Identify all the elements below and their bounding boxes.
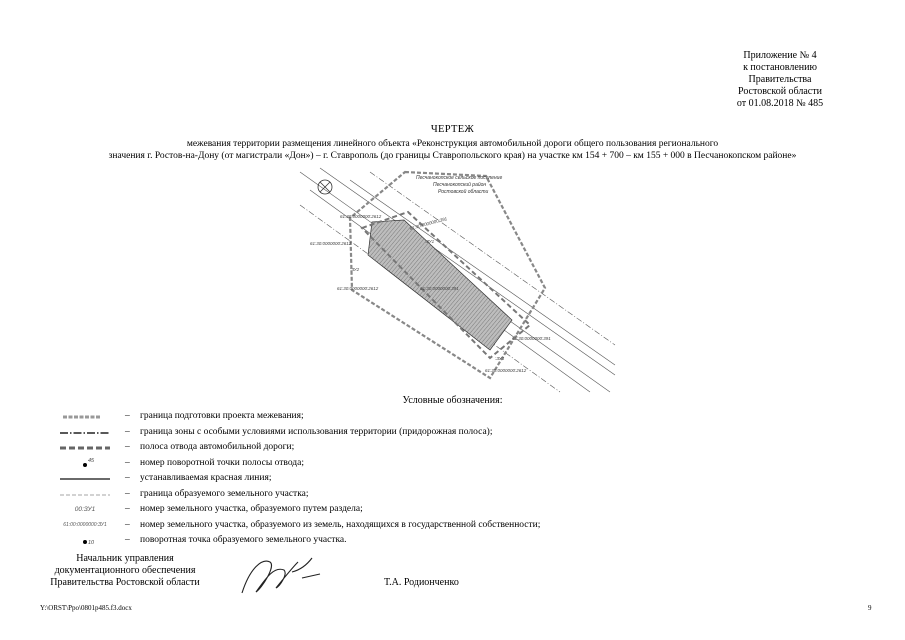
parcel-label: :ЗУ3 (495, 356, 505, 361)
parcel-label: 61:30:0000000:391 (420, 286, 459, 291)
north-arrow-icon (318, 180, 332, 194)
gray-dashed-thick-icon (55, 409, 115, 425)
position-line: Правительства Ростовской области (50, 577, 200, 588)
legend-symbol-label: 61:00:0000000:ЗУ1 (63, 521, 107, 528)
parcel-label: :ЗУ2 (350, 267, 360, 272)
page-number: 9 (868, 604, 872, 612)
parcel-hatched-area (368, 220, 512, 350)
legend-dash: – (125, 535, 130, 545)
legend-dash: – (125, 519, 130, 530)
text-label-icon (55, 502, 115, 518)
legend-text: номер поворотной точки полосы отвода; (140, 457, 304, 468)
legend (55, 409, 675, 549)
subtitle-line-1: межевания территории размещения линейного объекта «Реконструкция автомобильной дороги общего пользования регионального (186, 139, 719, 149)
legend-dash: – (125, 426, 130, 437)
document-subtitle (40, 138, 865, 162)
parcel-label: :ЗУ1 (425, 239, 435, 244)
legend-row (55, 425, 675, 441)
legend-row (55, 518, 675, 534)
legend-text: номер земельного участка, образуемого из земель, находящихся в государственной собственности; (140, 519, 541, 530)
legend-row (55, 487, 675, 503)
survey-drawing (290, 160, 620, 400)
legend-text: граница зоны с особыми условиями использования территории (придорожная полоса); (140, 426, 493, 437)
legend-text: граница подготовки проекта межевания; (140, 411, 304, 421)
legend-text: полоса отвода автомобильной дороги; (140, 442, 295, 452)
parcel-label: 61:30:0000000:391 (512, 336, 551, 341)
dot-with-number-icon (55, 533, 115, 549)
legend-dash: – (125, 504, 130, 514)
signer-position (40, 553, 210, 589)
legend-row (55, 456, 675, 472)
position-line: Начальник управления (76, 553, 174, 564)
legend-row (55, 440, 675, 456)
document-title: ЧЕРТЕЖ (430, 124, 475, 135)
parcel-label: 61:30:0000000:2612 (340, 214, 382, 219)
dot-with-number-icon (55, 456, 115, 472)
legend-symbol-label: 00:ЗУ1 (74, 506, 96, 513)
boundary-text-1: Песчанокопское сельское поселение (416, 175, 503, 181)
legend-row (55, 502, 675, 518)
footer-file-path: Y:\ORST\Ppo\0801p485.f3.docx (40, 604, 132, 612)
parcel-label: 61:30:0000000:2612 (337, 286, 379, 291)
handwritten-signature (232, 548, 332, 600)
legend-row (55, 533, 675, 549)
legend-symbol-label: 45 (88, 457, 95, 464)
subtitle-line-2: значения г. Ростов-на-Дону (от магистрали «Дон») – г. Ставрополь (до границы Ставропольского края) на участке км 154 + 700 – км 155 + 000 в Песчанокопском районе» (108, 151, 797, 161)
legend-dash: – (125, 488, 130, 499)
legend-dash: – (125, 411, 130, 421)
appendix-line: к постановлению (743, 62, 817, 73)
legend-row (55, 409, 675, 425)
solid-line-icon (55, 471, 115, 487)
appendix-header (700, 50, 860, 110)
boundary-text-2: Песчанокопский район (433, 182, 487, 188)
appendix-line: Ростовской области (738, 86, 822, 97)
position-line: документационного обеспечения (54, 565, 196, 576)
text-label-icon (55, 518, 115, 534)
dash-dot-line-icon (55, 425, 115, 441)
boundary-text-3: Ростовской области (438, 189, 489, 195)
legend-title: Условные обозначения: (402, 395, 503, 406)
legend-symbol-label: 10 (88, 540, 95, 546)
signer-name: Т.А. Родионченко (384, 577, 459, 588)
legend-text: устанавливаемая красная линия; (140, 473, 272, 483)
dashed-gray-bold-icon (55, 440, 115, 456)
legend-dash: – (125, 473, 130, 483)
parcel-label: 61:30:0000000:2612 (310, 241, 352, 246)
legend-text: номер земельного участка, образуемого путем раздела; (140, 504, 363, 514)
appendix-line: Правительства (748, 74, 812, 85)
appendix-line: от 01.08.2018 № 485 (736, 98, 824, 109)
legend-row (55, 471, 675, 487)
legend-dash: – (125, 457, 130, 468)
legend-text: поворотная точка образуемого земельного участка. (140, 535, 347, 545)
thin-dashed-icon (55, 487, 115, 503)
parcel-label: 61:30:0000000:2612 (485, 368, 527, 373)
legend-dash: – (125, 442, 130, 452)
legend-text: граница образуемого земельного участка; (140, 488, 309, 499)
appendix-line: Приложение № 4 (743, 50, 817, 61)
parcel-label: 61:30:0000000:391 (408, 216, 448, 231)
